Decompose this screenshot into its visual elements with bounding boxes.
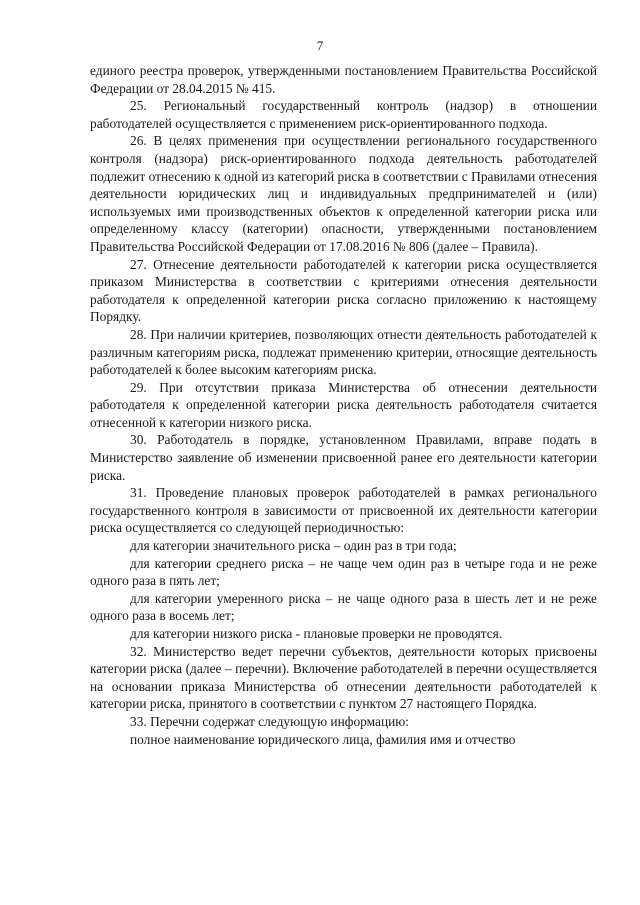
paragraph-29: 29. При отсутствии приказа Министерства об отнесении деятельности работодателя к определенной категории риска деятельность работодателя считается отнесенной к категории низкого риска. <box>90 379 597 430</box>
paragraph-33: 33. Перечни содержат следующую информацию: <box>130 713 410 729</box>
paragraph-28: 28. При наличии критериев, позволяющих отнести деятельность работодателей к различным категориям риска, подлежат применению критерии, относящие деятельность работодателей к более высоким категориям риска. <box>90 326 597 378</box>
document-body <box>90 62 597 748</box>
paragraph-33-item: полное наименование юридического лица, фамилия имя и отчество <box>130 731 516 747</box>
paragraph-27: 27. Отнесение деятельности работодателей к категории риска осуществляется приказом Министерства в соответствии с критериями отнесения деятельности работодателя к определенной категории риска согласно приложению к настоящему Порядку. <box>90 256 597 325</box>
paragraph-26: 26. В целях применения при осуществлении регионального государственного контроля (надзора) риск-ориентированного подхода деятельность работодателей подлежит отнесению к одной из категорий риска в соответствии с Правилами отнесения деятельности юридических лиц и индивидуальных предпринимателей и (или) используемых ими производственных объектов к определенной категории риска или определенному классу (категории) опасности, утвержденными постановлением Правительства Российской Федерации от 17.08.2016 № 806 (далее – Правила). <box>90 133 597 254</box>
paragraph-30: 30. Работодатель в порядке, установленном Правилами, вправе подать в Министерство заявление об изменении присвоенной ранее его деятельности категории риска. <box>90 432 597 483</box>
paragraph-25: 25. Региональный государственный контроль (надзор) в отношении работодателей осуществляется с применением риск-ориентированного подхода. <box>90 98 597 131</box>
paragraph-continuation: единого реестра проверок, утвержденными постановлением Правительства Российской Федерации от 28.04.2015 № 415. <box>90 63 597 96</box>
list-item-moderate-risk: для категории умеренного риска – не чаще одного раза в шесть лет и не реже одного раза в восемь лет; <box>90 590 597 624</box>
list-item-medium-risk: для категории среднего риска – не чаще чем один раз в четыре года и не реже одного раза в пять лет; <box>90 555 597 589</box>
page-number: 7 <box>316 38 324 53</box>
list-item-significant-risk: для категории значительного риска – один раз в три года; <box>130 538 457 554</box>
paragraph-32: 32. Министерство ведет перечни субъектов, деятельности которых присвоены категории риска (далее – перечни). Включение работодателей в перечни осуществляется на основании приказа Министерства об отнесении деятельности работодателей к категории риска, принятого в соответствии с пунктом 27 настоящего Порядка. <box>90 643 597 712</box>
paragraph-31: 31. Проведение плановых проверок работодателей в рамках регионального государственного контроля в зависимости от присвоенной их деятельности категории риска осуществляется со следующей периодичностью: <box>90 485 597 536</box>
list-item-low-risk: для категории низкого риска - плановые проверки не проводятся. <box>130 626 503 641</box>
